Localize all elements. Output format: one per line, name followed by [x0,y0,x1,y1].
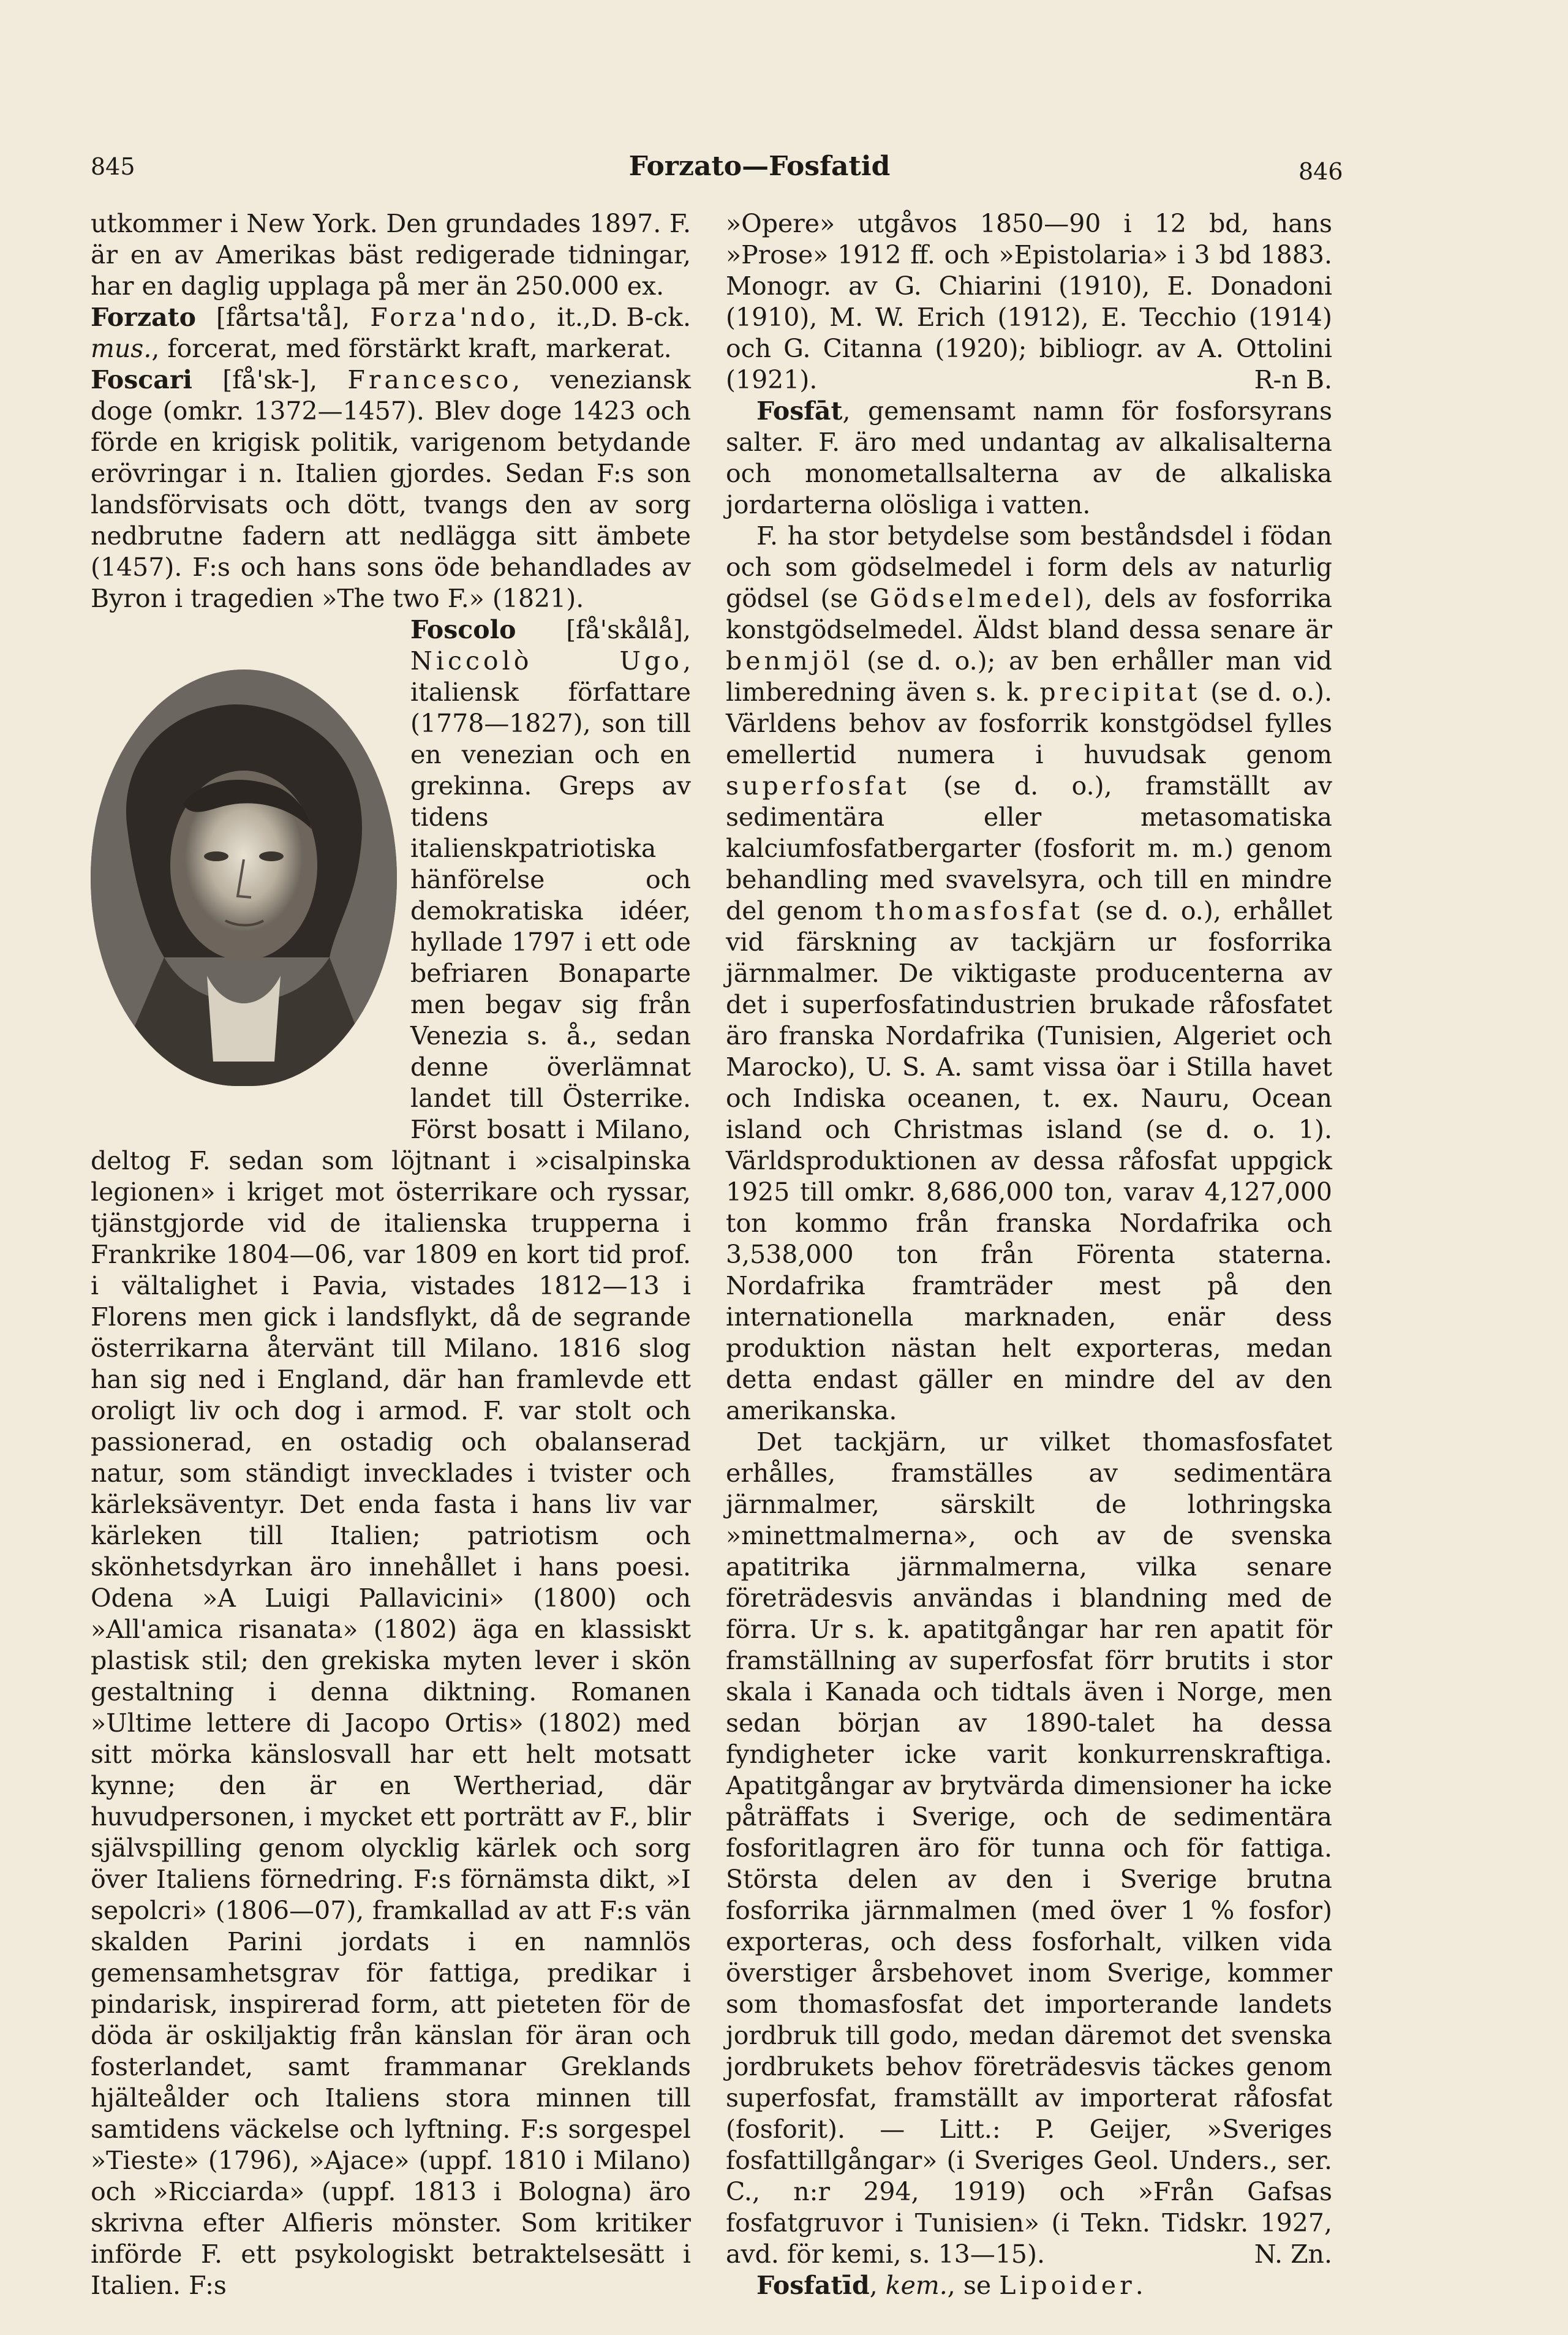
entry-italic: mus. [91,334,152,363]
entry-text: [få'skålå], [516,615,691,644]
entry-headword: Foscari [91,365,193,394]
entry-text: [få'sk-], [192,365,348,394]
entry-foscolo-continuation [726,208,1332,396]
entry-spaced-term: superfosfat [726,771,910,801]
entry-text: (se d. o.); av ben erhåller man vid limberedning även s. k. [726,646,1332,707]
entry-headword: Fosfatīd [756,2271,870,2300]
entry-headword: Fosfāt [756,396,843,426]
entry-text: (se d. o.), erhållet vid färskning av tackjärn ur fosforrika järnmalmer. De viktigaste producenterna av det i superfosfatindustrien brukade råfosfatet äro franska Nordafrika (Tunisien, Algeriet och Marocko), U. S. A. samt vissa öar i Stilla havet och Indiska oceanen, t. ex. Nauru, Ocean island och Christmas island (se d. o. 1). Världsproduktionen av dessa råfosfat uppgick 1925 till omkr. 8,686,000 ton, varav 4,127,000 ton kommo från franska Nordafrika och 3,538,000 ton från Förenta staterna. Nordafrika framträder mest på den internationella marknaden, enär dess produktion nästan helt exporteras, medan detta endast gäller en mindre del av den amerikanska. [726,896,1332,1425]
entry-spaced-term: Lipoider [999,2271,1136,2300]
entry-spaced-term: benmjöl [726,646,854,676]
entry-text: , [869,2271,886,2300]
entry-text: , gemensamt namn för fosforsyrans salter. F. äro med undantag av alkalisalterna och monometallsalterna av de alkaliska jordarterna olösliga i vatten. [726,396,1332,519]
entry-italic: kem. [885,2271,948,2300]
author-signature: N. Zn. [1254,2239,1332,2269]
running-title: Forzato—Fosfatid [628,151,891,182]
entry-foscari [91,364,691,614]
author-signature: D. B-ck. [590,303,691,332]
portrait-image [91,670,397,1086]
entry-text: F. ha stor betydelse som beståndsdel i födan och som gödselmedel i form dels av naturlig gödsel (se [726,521,1332,613]
entry-text: (se d. o.). Världens behov av fosforrik konstgödsel fylles emellertid numera i huvudsak genom [726,677,1333,769]
entry-spaced-term: Francesco [347,365,513,394]
entry-text: , veneziansk doge (omkr. 1372—1457). Blev doge 1423 och förde en krigisk politik, varigenom betydande erövringar i n. Italien gjordes. Sedan F:s son landsförvisats och dött, tvangs den av sorg nedbrutne fadern att nedlägga sitt ämbete (1457). F:s och hans sons öde behandlades av Byron i tragedien »The two F.» (1821). [91,365,691,613]
entry-fosfat [726,396,1332,521]
entry-text: (se d. o.), framställt av sedimentära eller metasomatiska kalciumfosfatbergarter (fosforit m. m.) genom behandling med svavelsyra, och till en mindre del genom [726,771,1332,926]
entry-fosfat-paragraph-3 [726,1427,1332,2270]
page-number-right: 846 [1298,158,1343,185]
left-column [91,208,691,2301]
entry-text: [fårtsa'tå], [195,303,371,332]
entry-spaced-term: thomasfosfat [875,896,1084,926]
entry-text: , se [947,2271,1000,2300]
page-number-left: 845 [91,153,135,180]
entry-text: Det tackjärn, ur vilket thomasfosfatet erhålles, framställes av sedimentära järnmalmer, särskilt de lothringska »minettmalmerna», och av de svenska apatitrika järnmalmerna, vilka senare företrädesvis användas i blandning med de förra. Ur s. k. apatitgångar har ren apatit för framställning av superfosfat förr brutits i stor skala i Kanada och tidtals även i Norge, men sedan början av 1890-talet ha dessa fyndigheter icke varit konkurrenskraftiga. Apatitgångar av brytvärda dimensioner ha icke påträffats i Sverige, och de sedimentära fosforitlagren äro för tunna och för fattiga. Största delen av den i Sverige brutna fosforrika järnmalmen (med över 1 % fosfor) exporteras, och dess fosforhalt, vilken vida överstiger årsbehovet inom Sverige, kommer som thomasfosfat det importerande landets jordbruk till godo, medan däremot det svenska jordbrukets behov företrädesvis täckes genom superfosfat, framställt av importerat råfosfat (fosforit). — Litt.: P. Geijer, »Sveriges fosfattillgångar» (i Sveriges Geol. Unders., ser. C., n:r 294, 1919) och »Från Gafsas fosfatgruvor i Tunisien» (i Tekn. Tidskr. 1927, avd. för kemi, s. 13—15). [726,1427,1332,2269]
entry-spaced-term: precipitat [1039,677,1201,707]
entry-text: , forcerat, med förstärkt kraft, markerat. [151,334,672,363]
entry-text: , it., [529,303,591,332]
entry-headword: Foscolo [410,615,516,644]
entry-text: »Opere» utgåvos 1850—90 i 12 bd, hans »Prose» 1912 ff. och »Epistolaria» i 3 bd 1883. Monogr. av G. Chiarini (1910), E. Donadoni (1910), M. W. Erich (1912), E. Tecchio (1914) och G. Citanna (1920); bibliogr. av A. Ottolini (1921). [726,209,1332,394]
entry-foscolo [91,614,691,2301]
entry-text: ), dels av fosforrika konstgödselmedel. Äldst bland dessa senare är [726,584,1332,644]
author-signature: R-n B. [1254,365,1332,394]
portrait-figure [91,614,397,1117]
entry-fosfat-paragraph-2 [726,521,1332,1427]
entry-fosfatid [726,2270,1332,2301]
entry-headword: Forzato [91,303,196,332]
entry-text: utkommer i New York. Den grundades 1897. F. är en av Amerikas bäst redigerade tidningar, har en daglig upplaga på mer än 250.000 ex. [91,209,691,301]
entry-spaced-term: Gödselmedel [869,584,1075,613]
entry-text: . [1135,2271,1144,2300]
entry-text: , italiensk författare (1778—1827), son till en venezian och en grekinna. Greps av tidens italienskpatriotiska hänförelse och demokratiska idéer, hyllade 1797 i ett ode befriaren Bonaparte men begav sig från Venezia s. å., sedan denne överlämnat landet till Österrike. Först bosatt i Milano, deltog F. sedan som löjtnant i »cisalpinska legionen» i kriget mot österrikare och ryssar, tjänstgjorde vid de italienska trupperna i Frankrike 1804—06, var 1809 en kort tid prof. i vältalighet i Pavia, vistades 1812—13 i Florens men gick i landsflykt, då de segrande österrikarna återvänt till Milano. 1816 slog han sig ned i England, där han framlevde ett oroligt liv och dog i armod. F. var stolt och passionerad, en ostadig och obalanserad natur, som ständigt invecklades i tvister och kärleksäventyr. Det enda fasta i hans liv var kärleken till Italien; patriotism och skönhetsdyrkan äro innehållet i hans poesi. Odena »A Luigi Pallavicini» (1800) och »All'amica risanata» (1802) äga en klassiskt plastisk stil; den grekiska myten lever i skön gestaltning i denna diktning. Romanen »Ultime lettere di Jacopo Ortis» (1802) med sitt mörka känslosvall har ett helt motsatt kynne; den är en Wertheriad, där huvudpersonen, i mycket ett porträtt av F., blir självspilling genom olycklig kärlek och sorg över Italiens förnedring. F:s förnämsta dikt, »I sepolcri» (1806—07), framkallad av att F:s vän skalden Parini jordats i en namnlös gemensamhetsgrav för fattiga, predikar i pindarisk, inspirerad form, att pieteten för de döda är oskiljaktig från känslan för äran och fosterlandet, samt frammanar Greklands hjälteålder och Italiens stora minnen till samtidens väckelse och lyftning. F:s sorgespel »Tieste» (1796), »Ajace» (uppf. 1810 i Milano) och »Ricciarda» (uppf. 1813 i Bologna) äro skrivna efter Alfieris mönster. Som kritiker införde F. ett psykologiskt betraktelsesätt i Italien. F:s [91,646,691,2300]
right-column [726,208,1332,2301]
entry-spaced-term: Niccolò Ugo [410,646,683,676]
entry-spaced-term: Forza'ndo [370,303,529,332]
